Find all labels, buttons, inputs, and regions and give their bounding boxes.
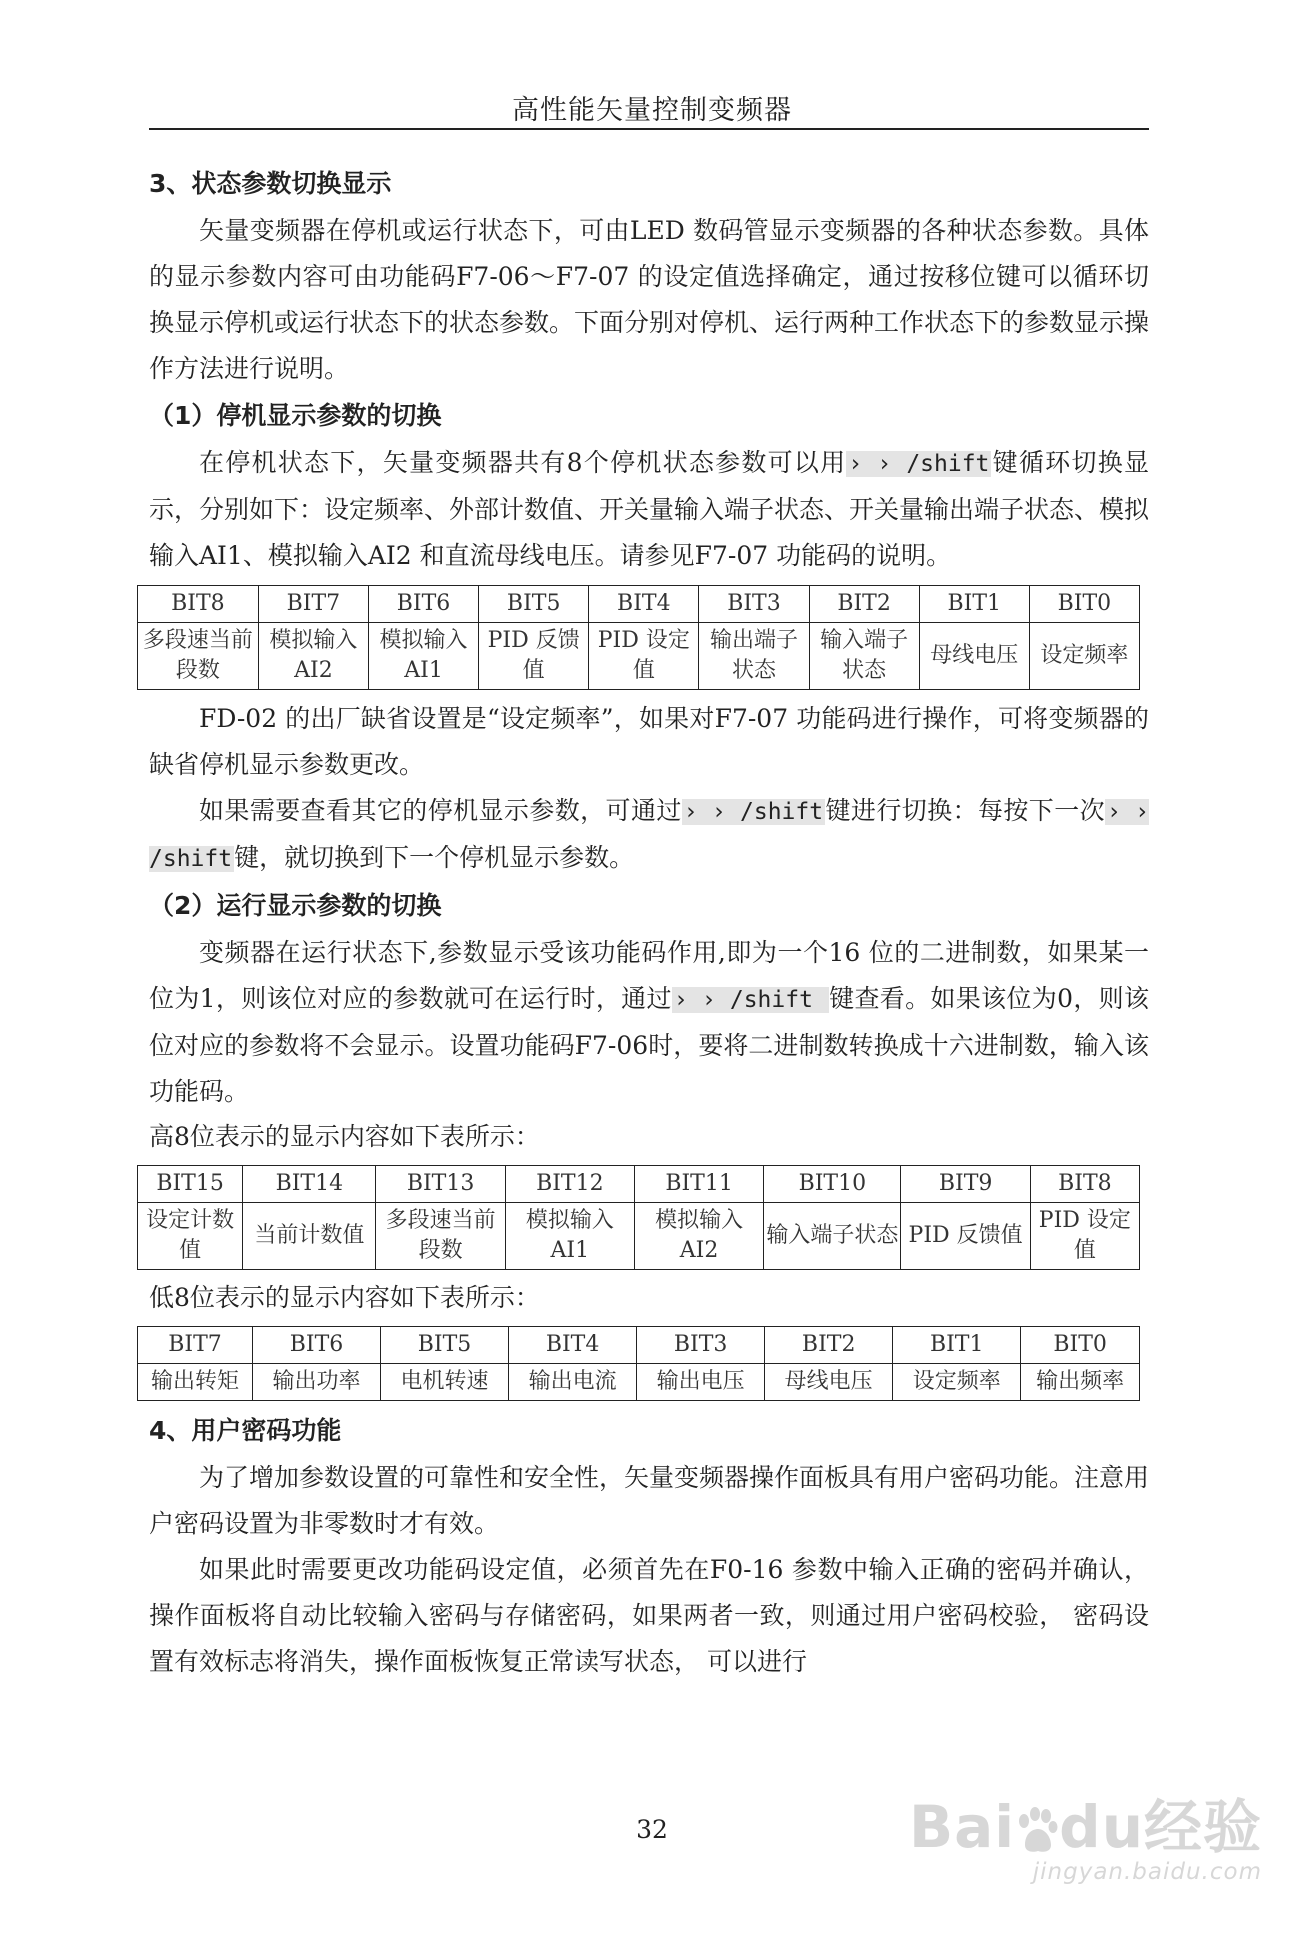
table-header-cell: BIT5 xyxy=(381,1327,509,1364)
table-cell: 输出转矩 xyxy=(138,1364,253,1401)
section-3-heading: 3、状态参数切换显示 xyxy=(149,169,392,198)
stop-display-heading: （1）停机显示参数的切换 xyxy=(149,401,442,430)
high-bits-caption: 高8位表示的显示内容如下表所示： xyxy=(149,1122,540,1151)
password-paragraph-1: 为了增加参数设置的可靠性和安全性，矢量变频器操作面板具有用户密码功能。注意用户密码设置为非零数时才有效。 xyxy=(149,1463,1150,1538)
stop-bits-table xyxy=(137,585,1140,690)
watermark-logo-left: Bai xyxy=(908,1793,1016,1861)
table-cell: 输出端子状态 xyxy=(699,623,809,690)
table-cell: 母线电压 xyxy=(919,623,1029,690)
table-cell: 模拟输入AI1 xyxy=(368,623,478,690)
table-header-cell: BIT1 xyxy=(893,1327,1021,1364)
table-cell: PID 设定值 xyxy=(1030,1203,1139,1270)
table-cell: 模拟输入AI2 xyxy=(258,623,368,690)
table-cell: 输出频率 xyxy=(1021,1364,1140,1401)
table-cell: 模拟输入AI1 xyxy=(505,1203,634,1270)
header-rule xyxy=(149,128,1149,130)
table-cell: 电机转速 xyxy=(381,1364,509,1401)
table-header-cell: BIT12 xyxy=(505,1166,634,1203)
table-header-cell: BIT2 xyxy=(809,586,919,623)
table-cell: 输出功率 xyxy=(252,1364,380,1401)
table-header-cell: BIT4 xyxy=(589,586,699,623)
switch-stop-paragraph xyxy=(149,788,1149,882)
watermark-url: jingyan.baidu.com xyxy=(1032,1859,1262,1885)
shift-key-label: › › /shift xyxy=(673,987,828,1013)
shift-key-label: › › /shift xyxy=(848,451,990,477)
table-header-cell: BIT7 xyxy=(258,586,368,623)
factory-default-paragraph: FD-02 的出厂缺省设置是“设定频率”，如果对F7-07 功能码进行操作，可将变频器的缺省停机显示参数更改。 xyxy=(149,704,1149,779)
password-paragraph-2: 如果此时需要更改功能码设定值，必须首先在F0-16 参数中输入正确的密码并确认，操作面板将自动比较输入密码与存储密码，如果两者一致，则通过用户密码校验， 密码设置有效标志将消失，操作面板恢复正常读写状态， 可以进行 xyxy=(149,1555,1149,1676)
table-cell: PID 反馈值 xyxy=(901,1203,1030,1270)
table-header-cell: BIT2 xyxy=(765,1327,893,1364)
table-header-cell: BIT1 xyxy=(919,586,1029,623)
table-header-cell: BIT9 xyxy=(901,1166,1030,1203)
stop-text-a: 在停机状态下，矢量变频器共有8个停机状态参数可以用 xyxy=(199,448,847,477)
table-cell: PID 设定值 xyxy=(589,623,699,690)
table-header-cell: BIT14 xyxy=(243,1166,376,1203)
switch-text-c: 键，就切换到下一个停机显示参数。 xyxy=(234,843,635,872)
section-3-paragraph: 矢量变频器在停机或运行状态下，可由LED 数码管显示变频器的各种状态参数。具体的显示参数内容可由功能码F7-06～F7-07 的设定值选择确定，通过按移位键可以循环切换显示停机或运行状态下的状态参数。下面分别对停机、运行两种工作状态下的参数显示操作方法进行说明。 xyxy=(149,216,1150,383)
table-header-cell: BIT8 xyxy=(1030,1166,1139,1203)
table-header-cell: BIT0 xyxy=(1021,1327,1140,1364)
high-bits-header-row xyxy=(138,1166,1140,1203)
watermark-logo-cn: 经验 xyxy=(1143,1793,1262,1861)
shift-key-label: › › /shift xyxy=(149,799,1149,872)
table-header-cell: BIT13 xyxy=(376,1166,505,1203)
table-header-cell: BIT3 xyxy=(637,1327,765,1364)
low-bits-caption: 低8位表示的显示内容如下表所示： xyxy=(149,1283,540,1312)
run-text-b: 键查看。如果该位为0，则该位对应的参数将不会显示。设置功能码F7-06时，要将二进制数转换成十六进制数，输入该功能码。 xyxy=(149,984,1149,1106)
watermark-logo-right: du xyxy=(1059,1793,1144,1861)
stop-display-paragraph xyxy=(149,440,1149,579)
page-header-title: 高性能矢量控制变频器 xyxy=(512,95,792,126)
table-cell: 多段速当前段数 xyxy=(138,623,259,690)
section-4-heading: 4、用户密码功能 xyxy=(149,1416,342,1445)
baidu-jingyan-watermark xyxy=(909,1795,1262,1885)
run-display-heading: （2）运行显示参数的切换 xyxy=(149,891,442,920)
run-text-a: 变频器在运行状态下,参数显示受该功能码作用,即为一个16 位的二进制数，如果某一位为1，则该位对应的参数就可在运行时，通过 xyxy=(149,938,1149,1013)
low-bits-header-row xyxy=(138,1327,1140,1364)
page-content xyxy=(142,160,1150,1685)
table-cell: 当前计数值 xyxy=(243,1203,376,1270)
high-bits-value-row xyxy=(138,1203,1140,1270)
table-header-cell: BIT10 xyxy=(764,1166,901,1203)
table-header-cell: BIT7 xyxy=(138,1327,253,1364)
switch-text-a: 如果需要查看其它的停机显示参数，可通过 xyxy=(199,796,682,825)
stop-text-b: 键循环切换显示，分别如下：设定频率、外部计数值、开关量输入端子状态、开关量输出端子状态、模拟输入AI1、模拟输入AI2 和直流母线电压。请参见F7-07 功能码的说明。 xyxy=(149,448,1150,570)
run-display-paragraph xyxy=(149,930,1149,1115)
stop-bits-header-row xyxy=(138,586,1140,623)
table-header-cell: BIT0 xyxy=(1029,586,1139,623)
table-cell: 模拟输入AI2 xyxy=(634,1203,763,1270)
table-cell: 母线电压 xyxy=(765,1364,893,1401)
low-bits-table xyxy=(137,1326,1140,1401)
watermark-logo xyxy=(909,1795,1262,1859)
table-cell: 输入端子状态 xyxy=(764,1203,901,1270)
table-header-cell: BIT4 xyxy=(509,1327,637,1364)
table-cell: PID 反馈值 xyxy=(479,623,589,690)
shift-key-label: › › /shift xyxy=(683,799,824,825)
table-cell: 输入端子状态 xyxy=(809,623,919,690)
high-bits-table xyxy=(137,1165,1140,1270)
table-cell: 设定频率 xyxy=(1029,623,1139,690)
low-bits-value-row xyxy=(138,1364,1140,1401)
table-header-cell: BIT6 xyxy=(368,586,478,623)
table-header-cell: BIT15 xyxy=(138,1166,243,1203)
table-cell: 多段速当前段数 xyxy=(376,1203,505,1270)
table-cell: 输出电压 xyxy=(637,1364,765,1401)
table-header-cell: BIT11 xyxy=(634,1166,763,1203)
table-cell: 设定计数值 xyxy=(138,1203,243,1270)
switch-text-b: 键进行切换：每按下一次 xyxy=(825,796,1106,825)
table-header-cell: BIT8 xyxy=(138,586,259,623)
table-header-cell: BIT5 xyxy=(479,586,589,623)
page-number: 32 xyxy=(636,1815,668,1844)
stop-bits-value-row xyxy=(138,623,1140,690)
paw-icon xyxy=(1015,1807,1059,1855)
table-cell: 设定频率 xyxy=(893,1364,1021,1401)
table-header-cell: BIT6 xyxy=(252,1327,380,1364)
table-header-cell: BIT3 xyxy=(699,586,809,623)
table-cell: 输出电流 xyxy=(509,1364,637,1401)
